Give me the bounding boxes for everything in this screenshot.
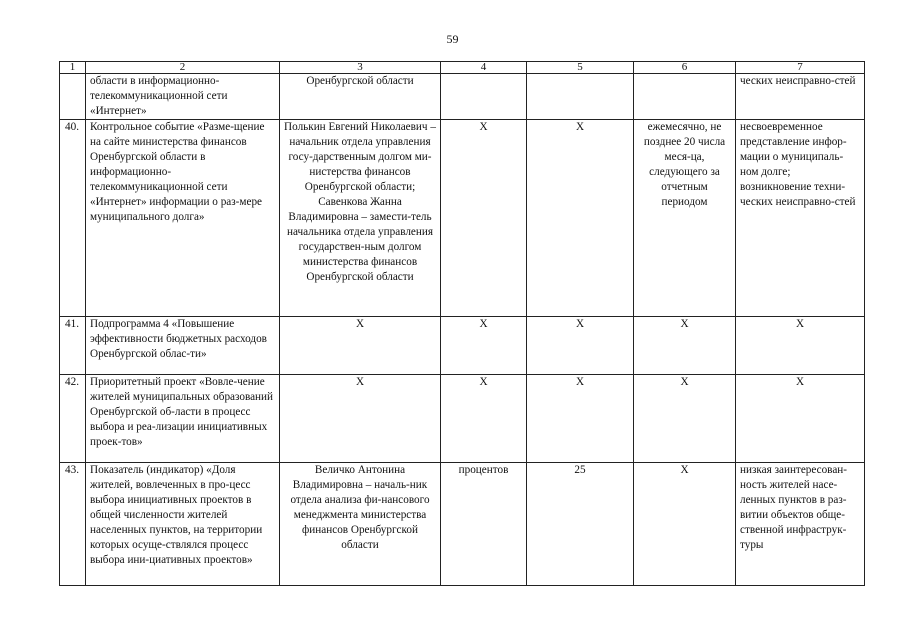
row-deadline: ежемесячно, не позднее 20 числа меся-ца, следующего за отчетным периодом — [634, 120, 736, 317]
row-unit: X — [441, 120, 527, 317]
row-name: Показатель (индикатор) «Доля жителей, вовлеченных в про-цесс выбора инициативных проектов в общей численности жителей населенных пунктов, на территории которых осуще-ствлялся процесс выбора ини-циативных проектов» — [86, 463, 280, 586]
row-name: Подпрограмма 4 «Повышение эффективности бюджетных расходов Оренбургской облас-ти» — [86, 317, 280, 375]
row-deadline: X — [634, 317, 736, 375]
row-deadline: X — [634, 375, 736, 463]
table-row — [60, 375, 865, 463]
row-value: X — [527, 375, 634, 463]
plan-table — [59, 61, 865, 586]
row-number: 40. — [60, 120, 86, 317]
table-row — [60, 120, 865, 317]
row-number — [60, 74, 86, 120]
column-header: 3 — [280, 62, 441, 74]
row-name: Приоритетный проект «Вовле-чение жителей муниципальных образований Оренбургской об-ласти в процесс выбора и реа-лизации инициативных проек-тов» — [86, 375, 280, 463]
page-number: 59 — [446, 32, 459, 46]
row-unit: процентов — [441, 463, 527, 586]
row-value: X — [527, 317, 634, 375]
row-unit — [441, 74, 527, 120]
row-deadline — [634, 74, 736, 120]
table-row — [60, 463, 865, 586]
row-unit: X — [441, 375, 527, 463]
column-header: 7 — [736, 62, 865, 74]
row-number: 41. — [60, 317, 86, 375]
column-header: 2 — [86, 62, 280, 74]
table-row — [60, 74, 865, 120]
row-risks: X — [736, 317, 865, 375]
row-risks: низкая заинтересован-ность жителей насе-ленных пунктов в раз-витии объектов обще-ственной инфраструк-туры — [736, 463, 865, 586]
column-header: 4 — [441, 62, 527, 74]
row-deadline: X — [634, 463, 736, 586]
row-name: Контрольное событие «Разме-щение на сайте министерства финансов Оренбургской области в информационно-телекоммуникационной сети «Интернет» информации о раз-мере муниципального долга» — [86, 120, 280, 317]
row-risks: несвоевременное представление инфор-мации о муниципаль-ном долге; возникновение техни-ческих неисправно-стей — [736, 120, 865, 317]
row-number: 42. — [60, 375, 86, 463]
row-name: области в информационно-телекоммуникационной сети «Интернет» — [86, 74, 280, 120]
row-value: X — [527, 120, 634, 317]
row-number: 43. — [60, 463, 86, 586]
column-header: 5 — [527, 62, 634, 74]
table-row — [60, 317, 865, 375]
column-number-row — [60, 62, 865, 74]
row-risks: X — [736, 375, 865, 463]
column-header: 6 — [634, 62, 736, 74]
row-responsible: Полькин Евгений Николаевич – начальник отдела управления госу-дарственным долгом ми-нистерства финансов Оренбургской области; Савенкова Жанна Владимировна – замести-тель начальника отдела управления государствен-ным долгом министерства финансов Оренбургской области — [280, 120, 441, 317]
row-risks: ческих неисправно-стей — [736, 74, 865, 120]
row-responsible: X — [280, 375, 441, 463]
row-responsible: Оренбургской области — [280, 74, 441, 120]
row-value: 25 — [527, 463, 634, 586]
column-header: 1 — [60, 62, 86, 74]
row-unit: X — [441, 317, 527, 375]
row-value — [527, 74, 634, 120]
row-responsible: Величко Антонина Владимировна – началь-ник отдела анализа фи-нансового менеджмента министерства финансов Оренбургской области — [280, 463, 441, 586]
row-responsible: X — [280, 317, 441, 375]
